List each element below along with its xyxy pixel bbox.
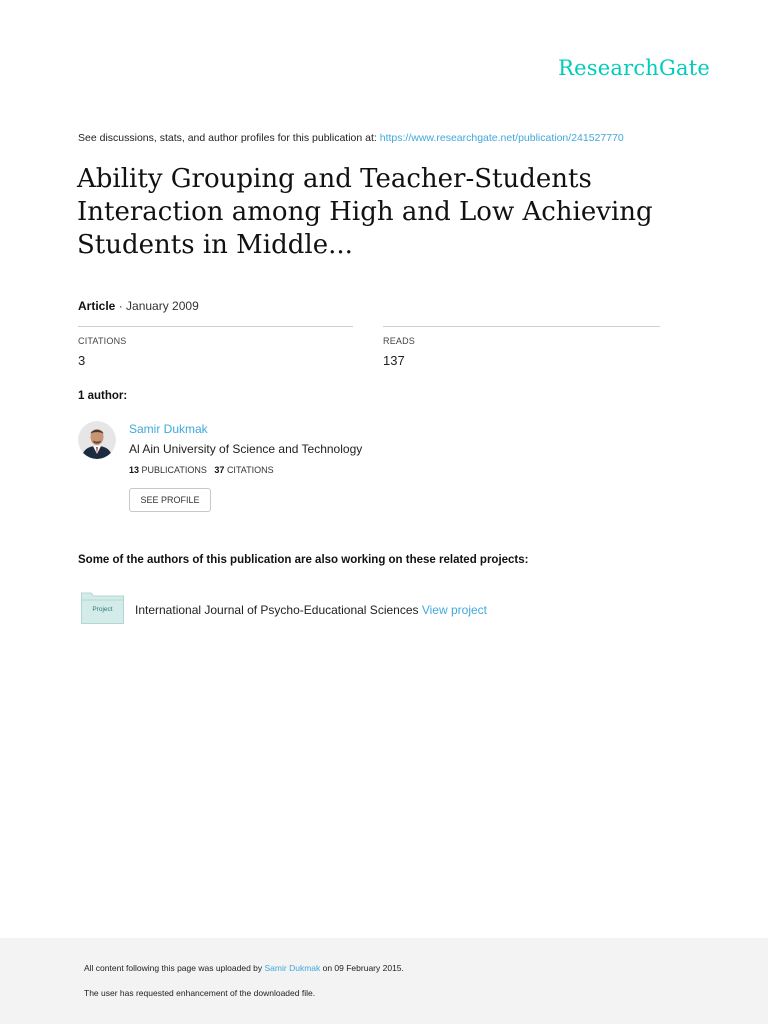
author-citations-label: CITATIONS xyxy=(226,465,274,475)
author-citations-count: 37 xyxy=(214,465,225,475)
discussion-line xyxy=(78,132,624,144)
upload-prefix: All content following this page was uploaded by xyxy=(84,963,265,973)
reads-divider xyxy=(383,326,660,327)
author-publications-label: PUBLICATIONS xyxy=(141,465,207,475)
related-project-item xyxy=(135,603,487,617)
footer-bar xyxy=(0,938,768,1024)
authors-heading: 1 author: xyxy=(78,390,128,402)
uploader-link[interactable]: Samir Dukmak xyxy=(264,963,321,973)
citations-value: 3 xyxy=(78,353,86,368)
project-title: International Journal of Psycho-Educational Sciences xyxy=(135,603,422,617)
author-portrait-graphic xyxy=(78,421,116,459)
upload-suffix: on 09 February 2015. xyxy=(320,963,404,973)
related-projects-heading: Some of the authors of this publication are also working on these related projects: xyxy=(78,554,529,566)
title-line-2: Interaction among High and Low Achieving xyxy=(77,197,653,227)
researchgate-logo[interactable]: ResearchGate xyxy=(558,56,710,80)
author-stats xyxy=(129,465,274,475)
view-project-link[interactable]: View project xyxy=(421,603,487,617)
see-profile-button[interactable]: SEE PROFILE xyxy=(129,488,211,512)
author-publications-count: 13 xyxy=(129,465,140,475)
discussion-text: See discussions, stats, and author profiles for this publication at: xyxy=(78,132,380,144)
footer-upload-note xyxy=(84,963,404,973)
author-name-link[interactable]: Samir Dukmak xyxy=(129,422,208,436)
publication-meta xyxy=(78,299,199,313)
reads-label: READS xyxy=(383,336,416,346)
project-icon-label: Project xyxy=(92,606,113,613)
publication-title xyxy=(77,163,677,262)
author-institution: Al Ain University of Science and Technology xyxy=(129,442,363,456)
title-line-1: Ability Grouping and Teacher-Students xyxy=(77,164,592,194)
reads-value: 137 xyxy=(383,353,405,368)
citations-divider xyxy=(78,326,353,327)
author-avatar-icon[interactable] xyxy=(78,421,116,459)
title-line-3: Students in Middle... xyxy=(77,230,353,260)
meta-separator: · xyxy=(115,299,127,313)
publication-type: Article xyxy=(78,299,116,313)
publication-date: January 2009 xyxy=(126,299,199,313)
publication-url-link[interactable]: https://www.researchgate.net/publication/241527770 xyxy=(379,132,624,144)
citations-label: CITATIONS xyxy=(78,336,127,346)
footer-enhancement-note: The user has requested enhancement of the downloaded file. xyxy=(84,988,316,998)
